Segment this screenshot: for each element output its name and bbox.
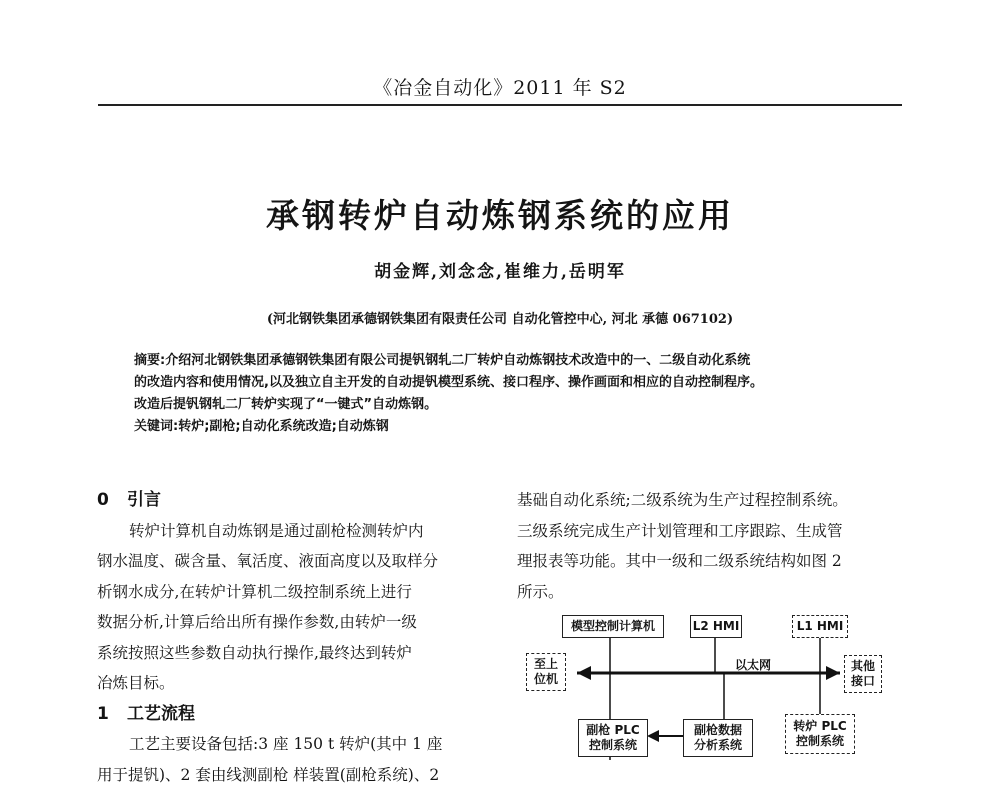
header-rule [98, 104, 902, 106]
node-label: 模型控制计算机 [571, 619, 655, 633]
node-label: 至上 [527, 657, 565, 672]
model-computer-box [562, 615, 664, 638]
node-label: 副枪数据 [684, 723, 752, 738]
plc-arrowhead [647, 730, 659, 742]
converter-plc-box [785, 714, 855, 754]
node-label: 接口 [845, 674, 881, 689]
paragraph-line: 所示。 [517, 577, 909, 608]
right-arrowhead [826, 666, 840, 680]
section-number: 0 [97, 485, 127, 516]
lance-plc-box [578, 719, 648, 757]
journal-header: 《冶金自动化》2011 年 S2 [0, 73, 1000, 100]
l2-hmi-box [690, 615, 742, 638]
section-title: 引言 [127, 490, 161, 510]
abstract-line: 的改造内容和使用情况,以及独立自主开发的自动提钒模型系统、接口程序、操作画面和相应的自动控制程序。 [134, 372, 904, 394]
abstract-line: 改造后提钒钢轧二厂转炉实现了“一键式”自动炼钢。 [134, 394, 904, 416]
abstract-line: 摘要:介绍河北钢铁集团承德钢铁集团有限公司提钒钢轧二厂转炉自动炼钢技术改造中的一、二级自动化系统 [134, 350, 904, 372]
paragraph-line: 转炉计算机自动炼钢是通过副枪检测转炉内 [97, 516, 487, 547]
paragraph-line: 基础自动化系统;二级系统为生产过程控制系统。 [517, 485, 909, 516]
node-label: L1 HMI [797, 619, 844, 633]
node-label: L2 HMI [693, 619, 740, 633]
paragraph-line: 冶炼目标。 [97, 668, 487, 699]
section-heading [97, 485, 487, 516]
paragraph-line: 理报表等功能。其中一级和二级系统结构如图 2 [517, 546, 909, 577]
paragraph-line: 数据分析,计算后给出所有操作参数,由转炉一级 [97, 607, 487, 638]
node-label: 控制系统 [786, 734, 854, 749]
node-label: 位机 [527, 672, 565, 687]
lance-data-box [683, 719, 753, 757]
paper-affiliation: (河北钢铁集团承德钢铁集团有限责任公司 自动化管控中心, 河北 承德 067102) [0, 308, 1000, 327]
node-label: 其他 [845, 659, 881, 674]
ethernet-label: 以太网 [735, 656, 771, 673]
upper-computer-box [526, 653, 566, 691]
paragraph-line: 三级系统完成生产计划管理和工序跟踪、生成管 [517, 516, 909, 547]
paragraph-line: 钢水温度、碳含量、氧活度、液面高度以及取样分 [97, 546, 487, 577]
paragraph-line: 用于提钒)、2 套由线测副枪 样装置(副枪系统)、2 [97, 760, 487, 790]
keywords: 关键词:转炉;副枪;自动化系统改造;自动炼钢 [134, 416, 904, 438]
section-title: 工艺流程 [127, 704, 195, 724]
left-arrowhead [577, 666, 591, 680]
system-structure-diagram [520, 607, 920, 760]
node-label: 分析系统 [684, 738, 752, 753]
l1-hmi-box [792, 615, 848, 638]
node-label: 控制系统 [579, 738, 647, 753]
other-interface-box [844, 655, 882, 693]
paragraph-line: 系统按照这些参数自动执行操作,最终达到转炉 [97, 638, 487, 669]
section-heading [97, 699, 487, 730]
right-column [517, 485, 909, 607]
left-column [97, 485, 487, 790]
abstract [134, 350, 904, 438]
paper-authors: 胡金辉,刘念念,崔维力,岳明军 [0, 257, 1000, 282]
paper-title: 承钢转炉自动炼钢系统的应用 [0, 190, 1000, 237]
node-label: 副枪 PLC [579, 723, 647, 738]
paragraph-line: 工艺主要设备包括:3 座 150 t 转炉(其中 1 座 [97, 729, 487, 760]
paragraph-line: 析钢水成分,在转炉计算机二级控制系统上进行 [97, 577, 487, 608]
node-label: 转炉 PLC [786, 719, 854, 734]
section-number: 1 [97, 699, 127, 730]
